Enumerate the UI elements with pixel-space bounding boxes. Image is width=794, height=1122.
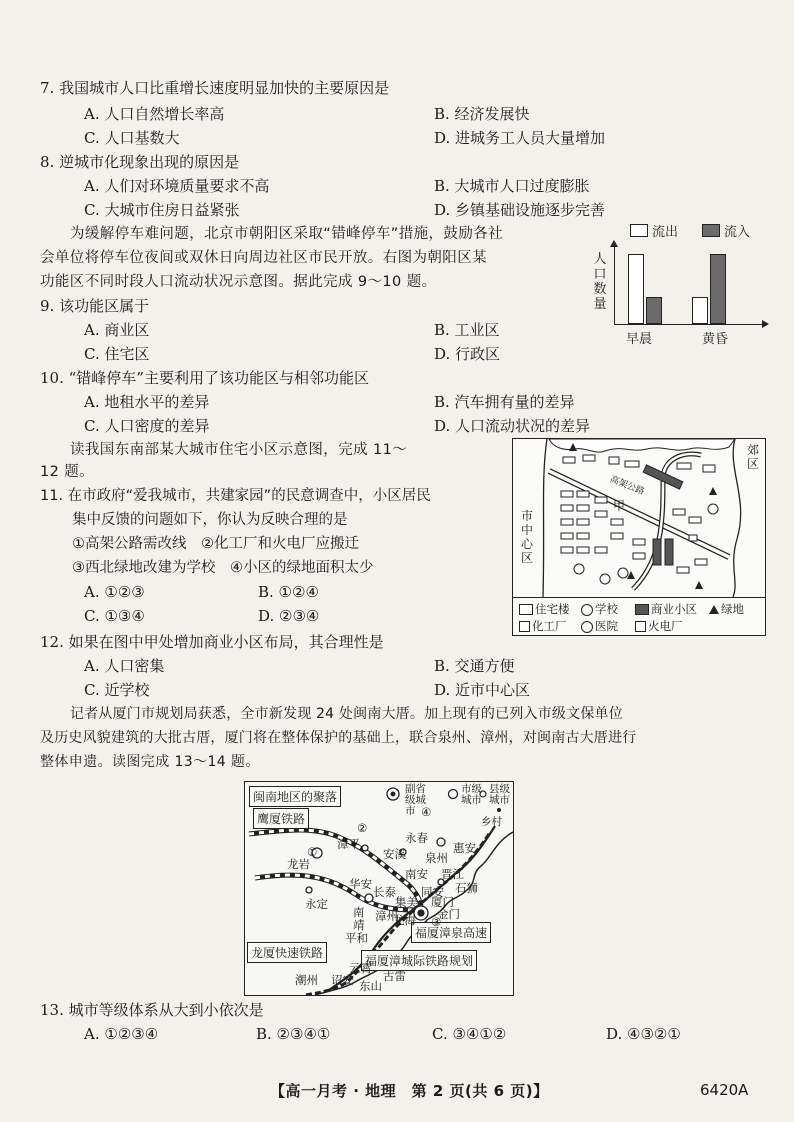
q13-option-c[interactable]: C. ③④①②	[432, 1025, 507, 1043]
q10-option-d[interactable]: D. 人口流动状况的差异	[434, 417, 591, 435]
legend-chemical-label: 化工厂	[532, 619, 567, 633]
q12-option-a[interactable]: A. 人口密集	[84, 657, 165, 675]
minnan-map-title: 闽南地区的聚落	[249, 786, 341, 807]
place-yongding: 永定	[305, 897, 328, 911]
legend-power	[635, 618, 683, 634]
x-axis-arrow	[762, 320, 769, 328]
q7-option-d[interactable]: D. 进城务工人员大量增加	[434, 129, 606, 147]
boundary-west	[543, 439, 547, 597]
place-zhangzhou: 漳州	[375, 909, 398, 923]
expressway-label: 福厦漳泉高速	[411, 922, 491, 943]
exam-code: 6420A	[700, 1081, 749, 1099]
passage2-line1: 读我国东南部某大城市住宅小区示意图，完成 11～	[70, 442, 408, 458]
population-flow-chart	[590, 218, 776, 348]
bar-morning-outflow	[628, 254, 644, 324]
q12-option-b[interactable]: B. 交通方便	[434, 657, 515, 675]
q9-option-d[interactable]: D. 行政区	[434, 345, 501, 363]
x-label-evening: 黄昏	[702, 332, 729, 347]
place-shishi: 石狮	[455, 881, 478, 895]
q9-option-c[interactable]: C. 住宅区	[84, 345, 150, 363]
marker-4: ④	[421, 805, 432, 819]
legend-prefecture-label: 市级城市	[461, 783, 482, 806]
q8-option-b[interactable]: B. 大城市人口过度膨胀	[434, 177, 590, 195]
marker-2: ②	[357, 821, 368, 835]
place-jimei: 集美	[395, 895, 418, 909]
place-pinghe: 平和	[345, 931, 368, 945]
q13-stem: 13. 城市等级体系从大到小依次是	[40, 1001, 264, 1019]
passage3-line1: 记者从厦门市规划局获悉，全市新发现 24 处闽南大厝。加上现有的已列入市级文保单位	[70, 706, 623, 722]
place-dongshan: 东山	[359, 979, 382, 993]
place-zhaoan: 诏安	[331, 973, 354, 987]
legend-residential	[519, 601, 570, 617]
yingxia-railway-label: 鹰厦铁路	[253, 808, 309, 829]
q9-stem: 9. 该功能区属于	[40, 297, 150, 315]
place-jinjiang: 晋江	[441, 867, 464, 881]
longxia-railway-label: 龙厦快速铁路	[247, 942, 327, 963]
q10-option-c[interactable]: C. 人口密度的差异	[84, 417, 210, 435]
place-yongchun: 永春	[405, 831, 428, 845]
q7-option-c[interactable]: C. 人口基数大	[84, 129, 180, 147]
prefecture-city-symbol	[449, 790, 458, 799]
legend-inflow-label: 流入	[724, 225, 751, 240]
city-center-label: 市中心区	[521, 509, 534, 565]
passage1-line1: 为缓解停车难问题，北京市朝阳区采取“错峰停车”措施，鼓励各社	[70, 226, 504, 242]
school-symbol	[581, 604, 593, 616]
q10-option-a[interactable]: A. 地租水平的差异	[84, 393, 210, 411]
legend-village-label: 乡村	[481, 816, 502, 828]
highway-label: 高架公路	[608, 474, 646, 498]
legend-outflow-swatch	[630, 224, 648, 237]
residential-symbol	[519, 604, 533, 615]
hospital-legend-symbol	[581, 621, 593, 633]
q10-stem: 10. “错峰停车”主要利用了该功能区与相邻功能区	[40, 369, 369, 387]
place-quanzhou: 泉州	[425, 851, 448, 865]
x-axis	[614, 324, 764, 325]
place-yunxiao: 云霄	[349, 961, 372, 975]
page-footer: 【高一月考 · 地理 第 2 页(共 6 页)】	[270, 1082, 549, 1100]
q11-option-c[interactable]: C. ①③④	[84, 607, 145, 625]
legend-hospital-label: 医院	[595, 619, 618, 633]
place-jinmen: 金门	[437, 907, 460, 921]
bar-evening-outflow	[692, 297, 708, 324]
q13-option-b[interactable]: B. ②③④①	[256, 1025, 331, 1043]
q12-option-c[interactable]: C. 近学校	[84, 681, 150, 699]
q11-statements-2: ③西北绿地改建为学校 ④小区的绿地面积太少	[72, 560, 374, 576]
passage1-line2: 会单位将停车位夜间或双休日向周边社区市民开放。右图为朝阳区某	[40, 250, 487, 266]
legend-commercial	[635, 601, 697, 617]
q7-option-b[interactable]: B. 经济发展快	[434, 105, 530, 123]
q12-option-d[interactable]: D. 近市中心区	[434, 681, 531, 699]
q8-option-c[interactable]: C. 大城市住房日益紧张	[84, 201, 240, 219]
y-axis	[614, 246, 615, 324]
q11-option-b[interactable]: B. ①②④	[258, 583, 319, 601]
place-nanan: 南安	[405, 867, 428, 881]
residential-district-map	[512, 438, 766, 636]
legend-hospital	[581, 618, 618, 634]
legend-school-label: 学校	[595, 602, 618, 616]
legend-residential-label: 住宅楼	[535, 602, 570, 616]
q7-stem: 7. 我国城市人口比重增长速度明显加快的主要原因是	[40, 79, 390, 97]
marker-1: ①	[307, 845, 318, 859]
place-gulei: 古雷	[383, 969, 406, 983]
legend-power-label: 火电厂	[648, 619, 683, 633]
q11-stem-line2: 集中反馈的问题如下，你认为反映合理的是	[72, 512, 348, 528]
legend-inflow-swatch	[702, 224, 720, 237]
place-tongan: 同安	[421, 885, 444, 899]
residential-map-legend	[513, 597, 765, 636]
q9-option-b[interactable]: B. 工业区	[434, 321, 500, 339]
chemical-plant-symbol	[689, 535, 697, 541]
passage1-line3: 功能区不同时段人口流动状况示意图。据此完成 9～10 题。	[40, 274, 437, 290]
q8-option-d[interactable]: D. 乡镇基础设施逐步完善	[434, 201, 606, 219]
place-changtai: 长泰	[373, 885, 396, 899]
q12-stem: 12. 如果在图中甲处增加商业小区布局，其合理性是	[40, 633, 384, 651]
hospital-symbol	[618, 568, 628, 578]
q11-statements-1: ①高架公路需改线 ②化工厂和火电厂应搬迁	[72, 536, 359, 552]
power-plant-symbol	[635, 621, 646, 632]
commercial-symbol	[635, 604, 649, 615]
legend-green-label: 绿地	[721, 602, 744, 616]
legend-outflow-label: 流出	[652, 225, 679, 240]
legend-vice-provincial-label: 副省级城市	[405, 783, 426, 817]
legend-school	[581, 601, 618, 617]
chart-y-label: 人口数量	[593, 252, 607, 312]
bar-morning-inflow	[646, 297, 662, 324]
q13-option-d[interactable]: D. ④③②①	[606, 1025, 681, 1043]
marker-3: ③	[431, 915, 442, 929]
place-zhangping: 漳平	[337, 837, 360, 851]
river-north	[549, 439, 735, 452]
place-longyan: 龙岩	[287, 857, 310, 871]
village-symbol	[497, 808, 501, 812]
q9-option-a[interactable]: A. 商业区	[84, 321, 150, 339]
q11-stem-line1: 11. 在市政府“爱我城市，共建家园”的民意调查中，小区居民	[40, 488, 431, 504]
legend-county-label: 县级城市	[489, 783, 510, 806]
place-xiamen: 厦门	[431, 895, 454, 909]
q11-option-a[interactable]: A. ①②③	[84, 583, 145, 601]
passage2-line2: 12 题。	[40, 464, 95, 480]
q13-option-a[interactable]: A. ①②③④	[84, 1025, 159, 1043]
place-longhai: 龙海	[393, 913, 416, 927]
passage3-line2: 及历史风貌建筑的大批古厝，厦门将在整体保护的基础上，联合泉州、漳州，对闽南古大厝进行	[40, 730, 637, 746]
legend-chemical	[519, 618, 567, 634]
bar-evening-inflow	[710, 254, 726, 324]
chemical-plant-legend-symbol	[519, 621, 530, 632]
green-symbol	[709, 605, 719, 614]
place-nanjing: 南靖	[353, 905, 365, 932]
intercity-plan-label: 福厦漳城际铁路规划	[361, 950, 477, 971]
place-anxi: 安溪	[383, 847, 406, 861]
location-jia-label: 甲	[613, 499, 626, 513]
q11-option-d[interactable]: D. ②③④	[258, 607, 320, 625]
q7-option-a[interactable]: A. 人口自然增长率高	[84, 105, 225, 123]
place-huaan: 华安	[349, 877, 372, 891]
minnan-settlement-map	[244, 781, 514, 996]
place-huian: 惠安	[453, 841, 476, 855]
q10-option-b[interactable]: B. 汽车拥有量的差异	[434, 393, 575, 411]
legend-commercial-label: 商业小区	[651, 602, 697, 616]
x-label-morning: 早晨	[626, 332, 653, 347]
q8-stem: 8. 逆城市化现象出现的原因是	[40, 153, 240, 171]
passage3-line3: 整体申遗。读图完成 13～14 题。	[40, 754, 260, 770]
q8-option-a[interactable]: A. 人们对环境质量要求不高	[84, 177, 270, 195]
boundary-east	[733, 439, 741, 597]
legend-green	[709, 601, 744, 617]
suburb-label: 郊区	[747, 443, 760, 471]
place-chaozhou: 潮州	[295, 973, 318, 987]
